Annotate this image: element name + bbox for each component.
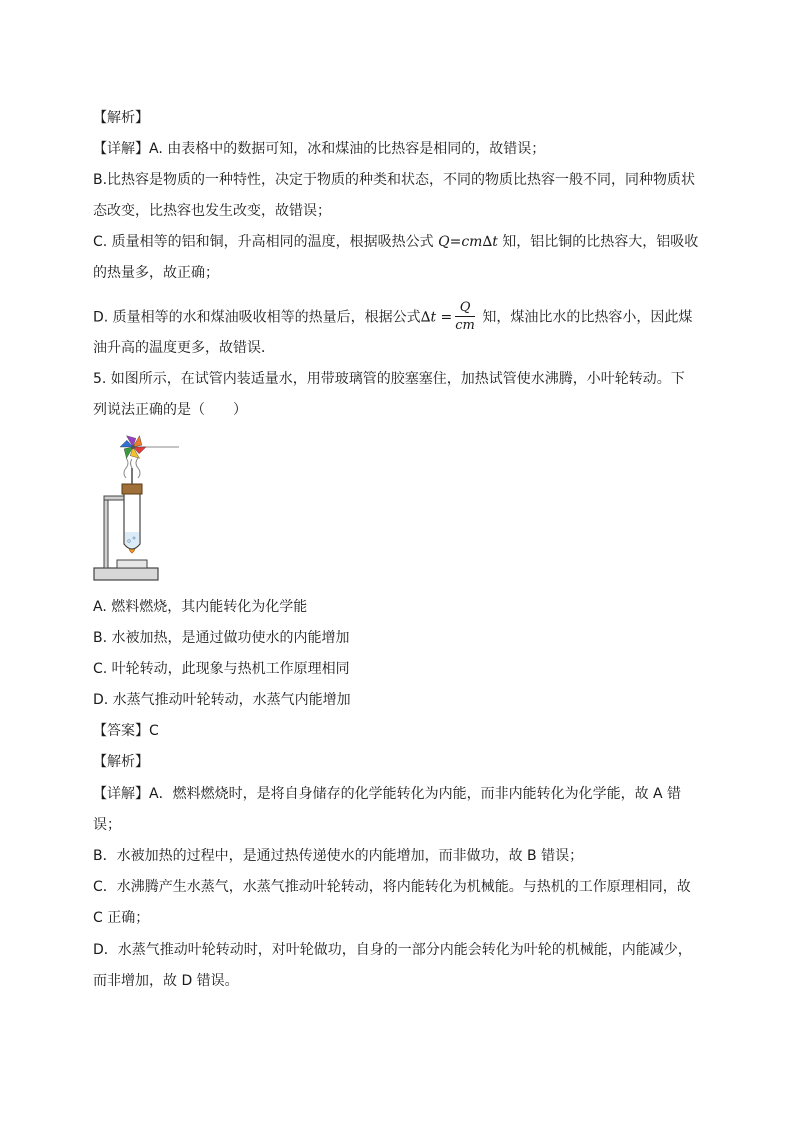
explanation-line: 态改变，比热容也发生改变，故错误； bbox=[93, 203, 331, 219]
test-tube-pinwheel-figure bbox=[93, 432, 183, 584]
explanation-line: C 正确； bbox=[93, 910, 150, 926]
option-b: B. 水被加热，是通过做功使水的内能增加 bbox=[93, 630, 350, 646]
rubber-stopper bbox=[122, 484, 142, 494]
fraction-numerator: Q bbox=[455, 300, 475, 317]
fraction-q-over-cm bbox=[455, 300, 475, 333]
formula-delta-t: ∆t = bbox=[420, 309, 453, 326]
text-segment: D. 质量相等的水和煤油吸收相等的热量后，根据公式 bbox=[93, 309, 421, 326]
section-heading-analysis: 【解析】 bbox=[93, 110, 149, 126]
explanation-line: B.比热容是物质的一种特性，决定于物质的种类和状态，不同的物质比热容一般不同，同种物质状 bbox=[93, 172, 696, 188]
section-heading-analysis: 【解析】 bbox=[93, 754, 149, 770]
explanation-line: 误； bbox=[93, 817, 121, 833]
option-c: C. 叶轮转动，此现象与热机工作原理相同 bbox=[93, 661, 350, 677]
pinwheel-hub bbox=[131, 445, 135, 449]
explanation-line: 的热量多，故正确； bbox=[93, 265, 219, 281]
explanation-line: B．水被加热的过程中，是通过热传递使水的内能增加，而非做功，故 B 错误； bbox=[93, 848, 584, 864]
stand-base bbox=[94, 568, 158, 580]
explanation-line bbox=[93, 233, 713, 251]
explanation-line: 油升高的温度更多，故错误． bbox=[93, 340, 275, 356]
lamp-base bbox=[117, 560, 147, 568]
text-segment: 知，煤油比水的比热容小，因此煤 bbox=[477, 309, 693, 326]
explanation-line: 【详解】A．燃料燃烧时，是将自身储存的化学能转化为内能，而非内能转化为化学能，故 A 错 bbox=[93, 786, 682, 802]
text-segment: 知，铝比铜的比热容大，铝吸收 bbox=[497, 234, 699, 250]
text-segment: C. 质量相等的铝和铜，升高相同的温度，根据吸热公式 bbox=[93, 234, 439, 250]
explanation-line: 而非增加，故 D 错误。 bbox=[93, 973, 239, 989]
question-stem: 5. 如图所示，在试管内装适量水，用带玻璃管的胶塞塞住，加热试管使水沸腾，小叶轮转动。下 bbox=[93, 371, 685, 387]
explanation-line: 【详解】A. 由表格中的数据可知，冰和煤油的比热容是相同的，故错误； bbox=[93, 141, 546, 157]
heat-formula: Q=cm∆t bbox=[438, 234, 498, 250]
answer: 【答案】C bbox=[93, 723, 159, 739]
steam bbox=[131, 459, 133, 468]
steam bbox=[124, 458, 128, 478]
water bbox=[125, 532, 139, 548]
question-stem: 列说法正确的是（ ） bbox=[93, 402, 247, 418]
option-a: A. 燃料燃烧，其内能转化为化学能 bbox=[93, 599, 308, 615]
explanation-line: C．水沸腾产生水蒸气，水蒸气推动叶轮转动，将内能转化为机械能。与热机的工作原理相同，故 bbox=[93, 879, 691, 895]
fraction-denominator: cm bbox=[455, 318, 475, 333]
steam bbox=[136, 458, 140, 478]
option-d: D. 水蒸气推动叶轮转动，水蒸气内能增加 bbox=[93, 692, 351, 708]
stand-rod bbox=[104, 496, 108, 568]
explanation-line-with-fraction bbox=[93, 301, 713, 334]
explanation-line: D．水蒸气推动叶轮转动时，对叶轮做功，自身的一部分内能会转化为叶轮的机械能，内能减少， bbox=[93, 942, 692, 958]
